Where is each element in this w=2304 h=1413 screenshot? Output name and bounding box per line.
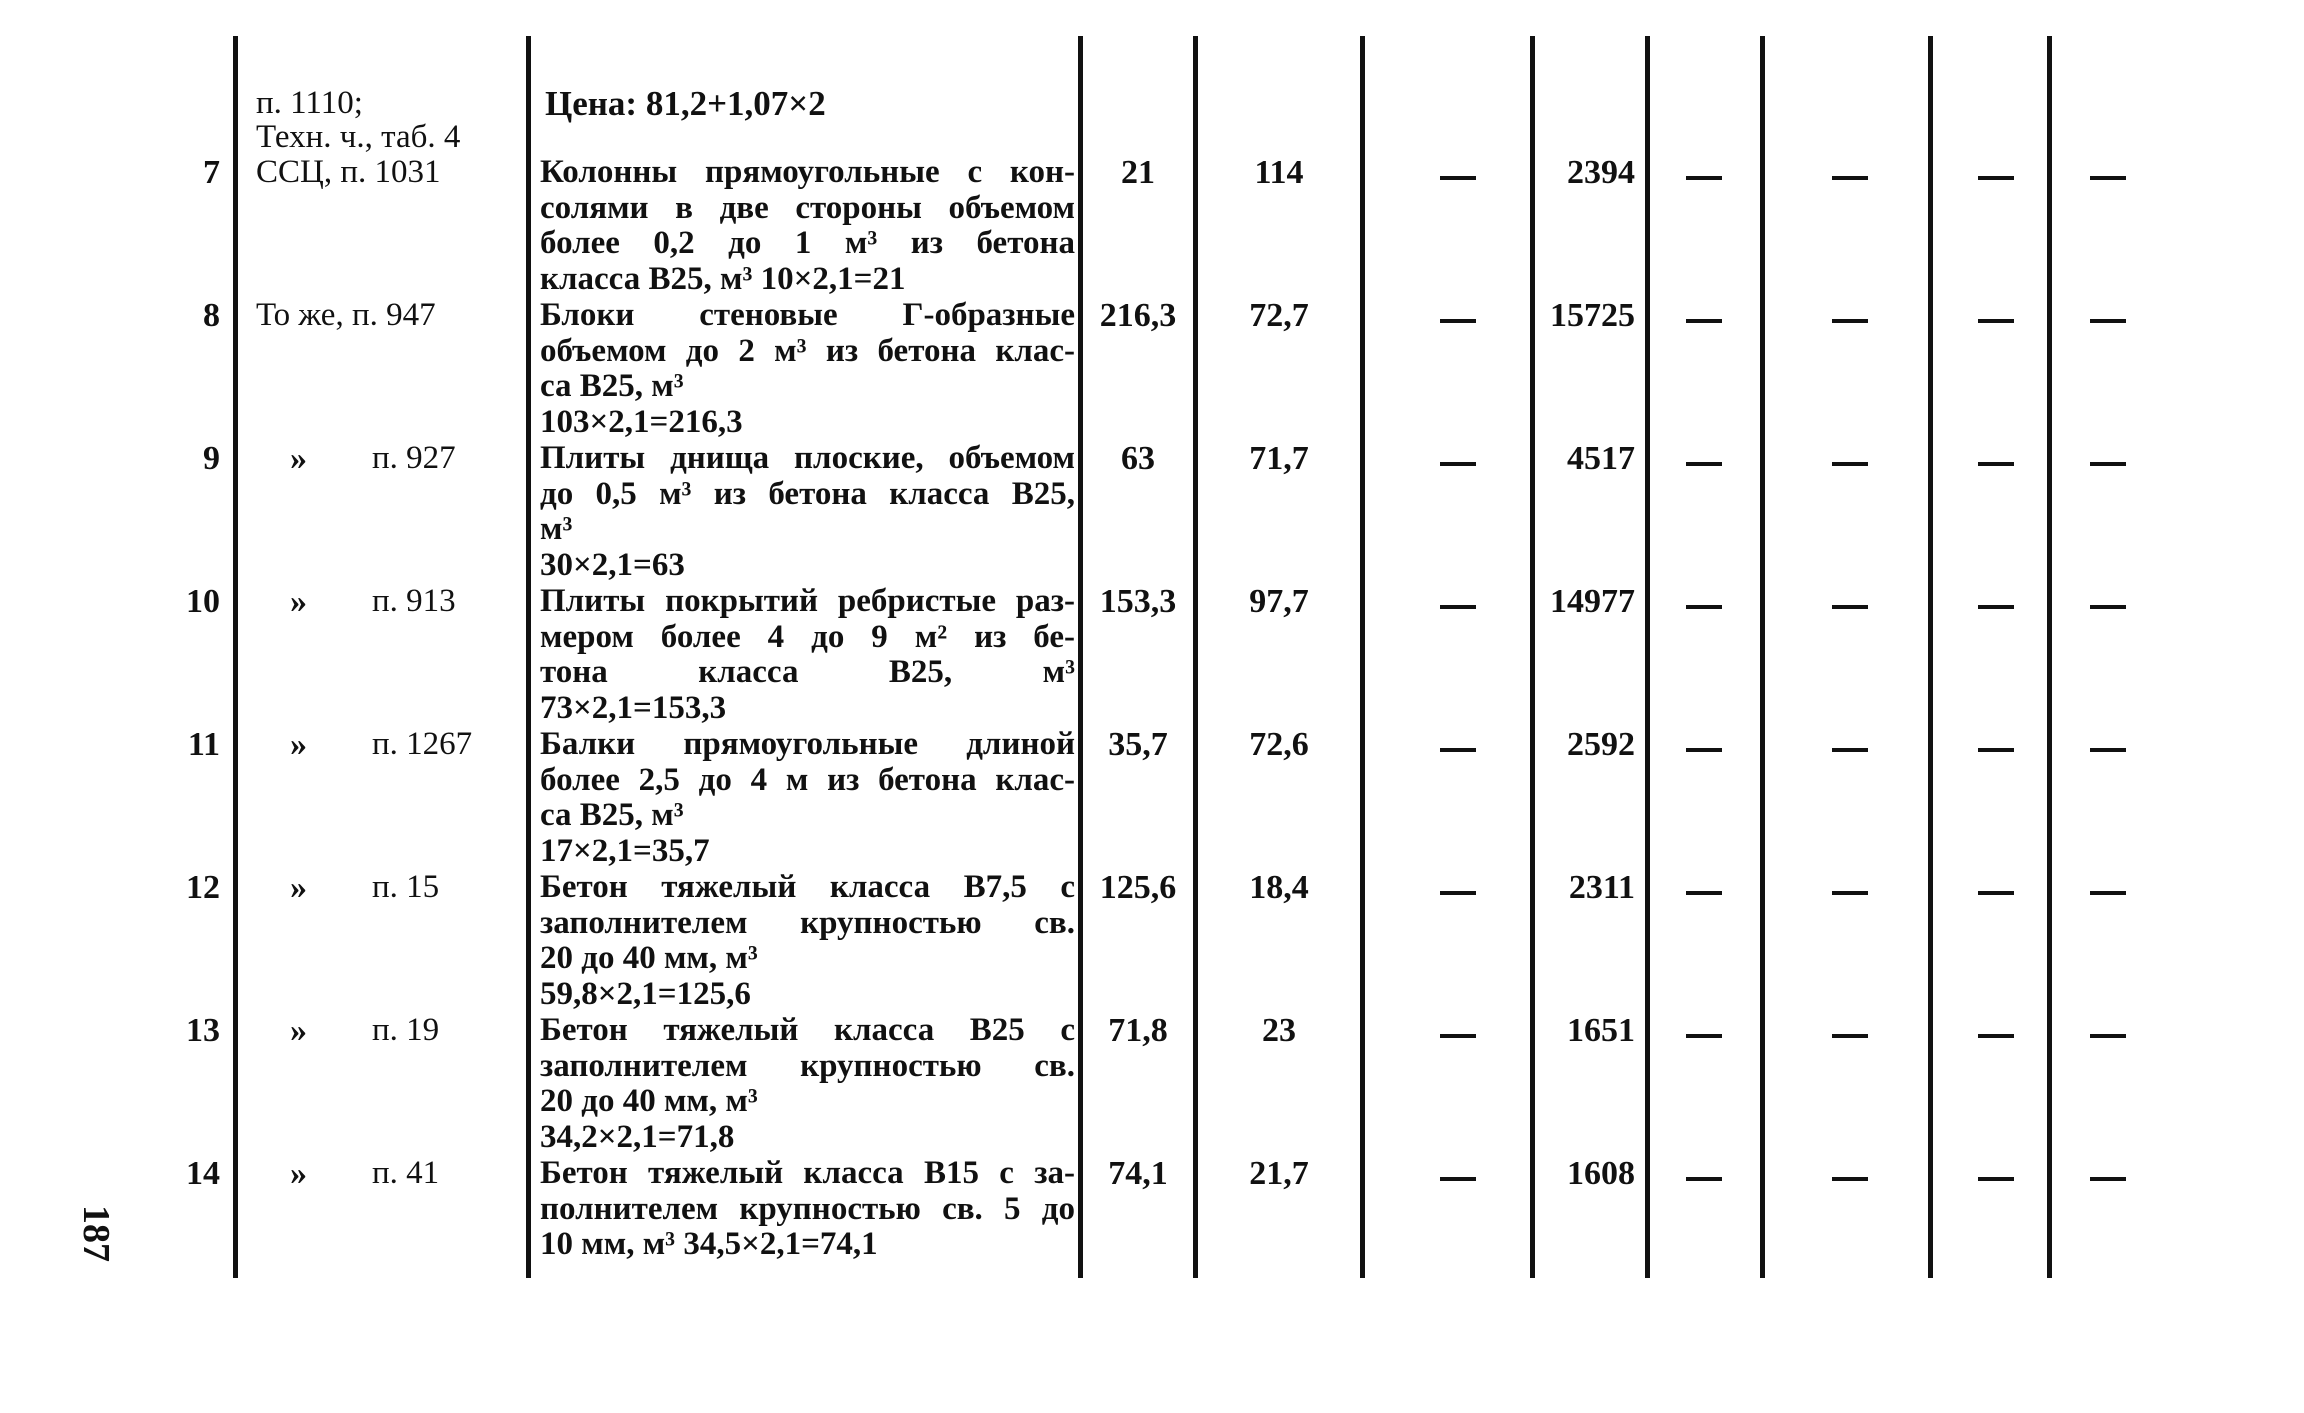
description-line: 73×2,1=153,3 — [540, 689, 727, 726]
source-reference: п. 913 — [372, 583, 456, 619]
quantity-cell: 125,6 — [1099, 869, 1177, 906]
empty-cell-dash — [1978, 176, 2014, 180]
empty-cell-dash — [1686, 462, 1722, 466]
quantity-cell: 216,3 — [1099, 297, 1177, 334]
description-line: более 2,5 до 4 м из бетона клас- — [540, 761, 1075, 798]
description-line: Колонны прямоугольные с кон- — [540, 154, 1075, 190]
total-cost-cell: 4517 — [1567, 440, 1635, 477]
description-line: более 0,2 до 1 м³ из бетона — [540, 225, 1075, 261]
empty-cell-dash — [1978, 605, 2014, 609]
description-line: 20 до 40 мм, м³ — [540, 940, 758, 976]
description-line: 30×2,1=63 — [540, 546, 685, 583]
unit-price-cell: 71,7 — [1249, 440, 1309, 477]
column-rule — [233, 36, 238, 1278]
empty-cell-dash — [1978, 1177, 2014, 1181]
quantity-cell: 21 — [1121, 154, 1155, 191]
total-cost-cell: 1608 — [1567, 1155, 1635, 1192]
column-rule — [1928, 36, 1933, 1278]
description-line: Бетон тяжелый класса В7,5 с — [540, 869, 1075, 905]
description-line: полнителем крупностью св. 5 до — [540, 1190, 1075, 1227]
empty-cell-dash — [1440, 319, 1476, 323]
row-number: 12 — [186, 869, 220, 906]
row-number: 13 — [186, 1012, 220, 1049]
empty-cell-dash — [1978, 891, 2014, 895]
row-number: 9 — [203, 440, 220, 477]
total-cost-cell: 2311 — [1568, 869, 1635, 906]
ditto-mark: » — [290, 726, 307, 763]
description-line: объемом до 2 м³ из бетона клас- — [540, 332, 1075, 369]
description-line: тона класса В25, м³ — [540, 654, 1075, 690]
column-rule — [1760, 36, 1765, 1278]
quantity-cell: 153,3 — [1099, 583, 1177, 620]
unit-price-cell: 23 — [1262, 1012, 1296, 1049]
description-line: Бетон тяжелый класса В15 с за- — [540, 1155, 1075, 1191]
empty-cell-dash — [2090, 462, 2126, 466]
source-reference: ССЦ, п. 1031 — [256, 154, 441, 190]
empty-cell-dash — [2090, 1034, 2126, 1038]
empty-cell-dash — [1978, 462, 2014, 466]
description-line: заполнителем крупностью св. — [540, 904, 1075, 941]
source-reference: п. 19 — [372, 1012, 440, 1048]
quantity-cell: 35,7 — [1108, 726, 1168, 763]
header-price-formula: Цена: 81,2+1,07×2 — [545, 84, 826, 123]
description-line: заполнителем крупностью св. — [540, 1047, 1075, 1084]
empty-cell-dash — [1832, 605, 1868, 609]
row-number: 14 — [186, 1155, 220, 1192]
empty-cell-dash — [1978, 748, 2014, 752]
empty-cell-dash — [1832, 319, 1868, 323]
description-line: 34,2×2,1=71,8 — [540, 1118, 735, 1155]
empty-cell-dash — [1440, 605, 1476, 609]
column-rule — [1360, 36, 1365, 1278]
column-rule — [1078, 36, 1083, 1278]
empty-cell-dash — [1440, 462, 1476, 466]
description-line: Плиты покрытий ребристые раз- — [540, 583, 1075, 619]
empty-cell-dash — [1440, 748, 1476, 752]
description-line: класса В25, м³ 10×2,1=21 — [540, 260, 906, 297]
empty-cell-dash — [2090, 605, 2126, 609]
empty-cell-dash — [1832, 176, 1868, 180]
empty-cell-dash — [1686, 891, 1722, 895]
column-rule — [1530, 36, 1535, 1278]
empty-cell-dash — [1832, 748, 1868, 752]
work-description — [540, 441, 1075, 583]
column-rule — [526, 36, 531, 1278]
row-number: 7 — [203, 154, 220, 191]
empty-cell-dash — [2090, 176, 2126, 180]
description-line: 20 до 40 мм, м³ — [540, 1083, 758, 1119]
page-number: 187 — [75, 1205, 117, 1262]
empty-cell-dash — [1832, 462, 1868, 466]
unit-price-cell: 21,7 — [1249, 1155, 1309, 1192]
ditto-mark: » — [290, 869, 307, 906]
column-rule — [1193, 36, 1198, 1278]
ditto-mark: » — [290, 583, 307, 620]
header-source-line: Техн. ч., таб. 4 — [256, 119, 461, 155]
source-reference: п. 927 — [372, 440, 456, 476]
row-number: 8 — [203, 297, 220, 334]
description-line: 10 мм, м³ 34,5×2,1=74,1 — [540, 1226, 878, 1262]
description-line: са В25, м³ — [540, 797, 684, 833]
empty-cell-dash — [1440, 1177, 1476, 1181]
unit-price-cell: 72,6 — [1249, 726, 1309, 763]
empty-cell-dash — [1832, 1177, 1868, 1181]
description-line: мером более 4 до 9 м² из бе- — [540, 618, 1075, 655]
work-description — [540, 584, 1075, 726]
empty-cell-dash — [1440, 1034, 1476, 1038]
source-reference: п. 41 — [372, 1155, 440, 1191]
ditto-mark: » — [290, 1012, 307, 1049]
work-description — [540, 1013, 1075, 1155]
empty-cell-dash — [1686, 319, 1722, 323]
ditto-mark: » — [290, 1155, 307, 1192]
description-line: 103×2,1=216,3 — [540, 403, 743, 440]
row-number: 11 — [187, 726, 220, 763]
empty-cell-dash — [1832, 891, 1868, 895]
description-line: м³ — [540, 511, 573, 547]
description-line: Блоки стеновые Г-образные — [540, 297, 1075, 333]
empty-cell-dash — [1440, 176, 1476, 180]
source-reference: п. 1267 — [372, 726, 473, 762]
unit-price-cell: 72,7 — [1249, 297, 1309, 334]
total-cost-cell: 2394 — [1567, 154, 1635, 191]
unit-price-cell: 18,4 — [1249, 869, 1309, 906]
description-line: са В25, м³ — [540, 368, 684, 404]
work-description — [540, 1156, 1075, 1263]
unit-price-cell: 97,7 — [1249, 583, 1309, 620]
total-cost-cell: 14977 — [1550, 583, 1635, 620]
quantity-cell: 74,1 — [1108, 1155, 1168, 1192]
quantity-cell: 71,8 — [1108, 1012, 1168, 1049]
description-line: Бетон тяжелый класса В25 с — [540, 1012, 1075, 1048]
description-line: 17×2,1=35,7 — [540, 832, 710, 869]
empty-cell-dash — [2090, 748, 2126, 752]
empty-cell-dash — [1978, 319, 2014, 323]
empty-cell-dash — [2090, 319, 2126, 323]
header-source-line: п. 1110; — [256, 85, 363, 121]
quantity-cell: 63 — [1121, 440, 1155, 477]
empty-cell-dash — [2090, 1177, 2126, 1181]
source-reference: То же, п. 947 — [256, 297, 436, 333]
total-cost-cell: 2592 — [1567, 726, 1635, 763]
work-description — [540, 298, 1075, 440]
empty-cell-dash — [2090, 891, 2126, 895]
empty-cell-dash — [1832, 1034, 1868, 1038]
empty-cell-dash — [1686, 176, 1722, 180]
empty-cell-dash — [1978, 1034, 2014, 1038]
empty-cell-dash — [1440, 891, 1476, 895]
empty-cell-dash — [1686, 748, 1722, 752]
row-number: 10 — [186, 583, 220, 620]
column-rule — [1645, 36, 1650, 1278]
column-rule — [2047, 36, 2052, 1278]
total-cost-cell: 1651 — [1567, 1012, 1635, 1049]
description-line: 59,8×2,1=125,6 — [540, 975, 751, 1012]
empty-cell-dash — [1686, 1177, 1722, 1181]
work-description — [540, 870, 1075, 1012]
unit-price-cell: 114 — [1254, 154, 1304, 191]
work-description — [540, 155, 1075, 297]
empty-cell-dash — [1686, 605, 1722, 609]
empty-cell-dash — [1686, 1034, 1722, 1038]
description-line: до 0,5 м³ из бетона класса В25, — [540, 475, 1075, 512]
source-reference: п. 15 — [372, 869, 440, 905]
work-description — [540, 727, 1075, 869]
description-line: солями в две стороны объемом — [540, 189, 1075, 226]
description-line: Балки прямоугольные длиной — [540, 726, 1075, 762]
ditto-mark: » — [290, 440, 307, 477]
total-cost-cell: 15725 — [1550, 297, 1635, 334]
description-line: Плиты днища плоские, объемом — [540, 440, 1075, 476]
